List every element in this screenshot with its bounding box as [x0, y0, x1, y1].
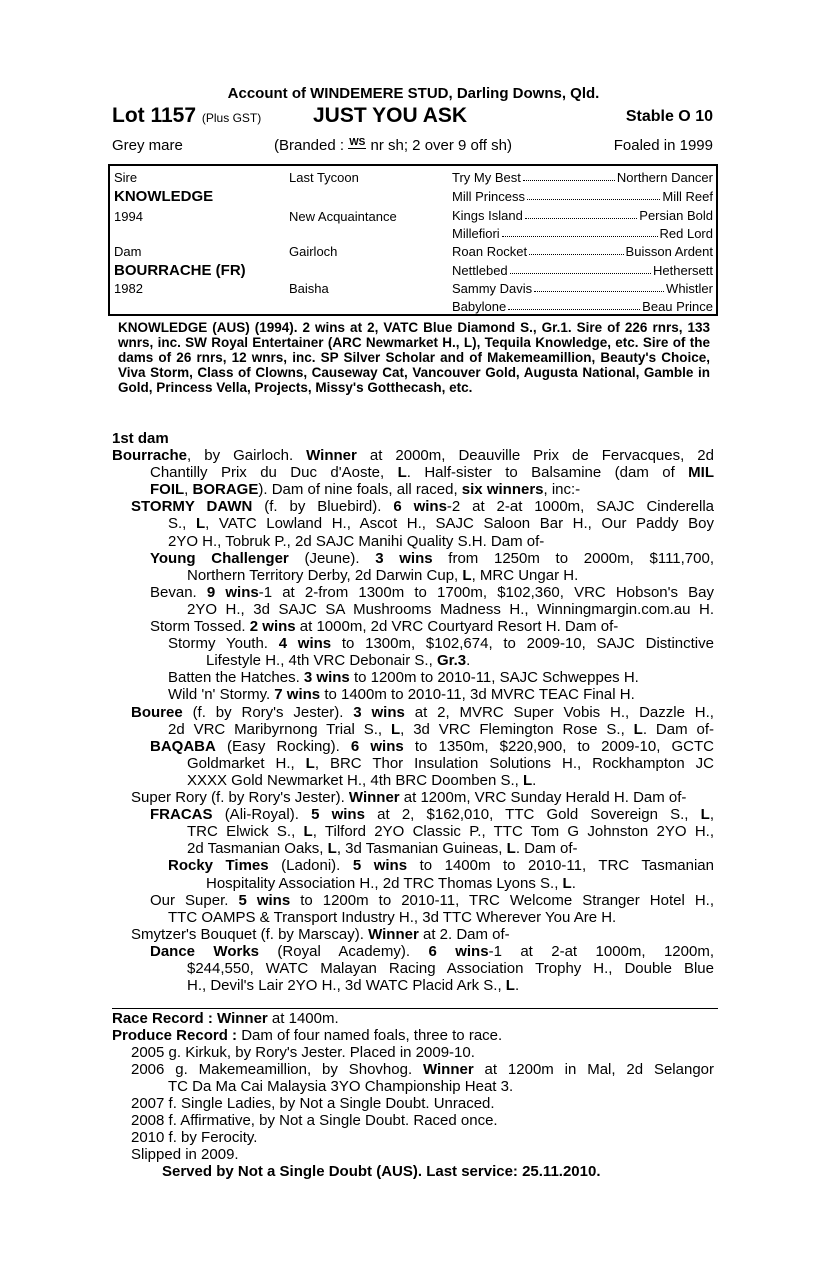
grandparent-row: Nettlebed Hethersett [452, 263, 713, 278]
dam-record-line: Northern Territory Derby, 2d Darwin Cup, L, MRC Ungar H. [187, 566, 579, 584]
horse-description: Grey mare [112, 137, 183, 154]
dam-record-line: FOIL, BORAGE). Dam of nine foals, all raced, six winners, inc:- [150, 481, 581, 499]
dam-record-line: Bevan. 9 wins-1 at 2-from 1300m to 1700m, $102,360, VRC Hobson's Bay [150, 583, 714, 601]
dam-record-line: Hospitality Association H., 2d TRC Thomas Lyons S., L. [206, 874, 576, 892]
race-record: Race Record : Winner at 1400m. [112, 1010, 339, 1027]
dam-record-line: Storm Tossed. 2 wins at 1000m, 2d VRC Courtyard Resort H. Dam of- [150, 618, 619, 635]
dam-record-line: Stormy Youth. 4 wins to 1300m, $102,674, to 2009-10, SAJC Distinctive [168, 635, 714, 653]
dam-record-line: Smytzer's Bouquet (f. by Marscay). Winner at 2. Dam of- [131, 925, 510, 943]
dam-year: 1982 [114, 281, 143, 296]
grandparent-row: Mill Princess Mill Reef [452, 189, 713, 204]
dam-record-line: Wild 'n' Stormy. 7 wins to 1400m to 2010-11, 3d MVRC TEAC Final H. [168, 686, 635, 704]
dam-record-line: Chantilly Prix du Duc d'Aoste, L. Half-sister to Balsamine (dam of MIL [150, 464, 714, 482]
grandparent-row: Try My Best Northern Dancer [452, 170, 713, 185]
sire-name: KNOWLEDGE [114, 188, 214, 205]
lot-number: Lot 1157 (Plus GST) [112, 104, 262, 127]
sire-label: Sire [114, 170, 138, 185]
dam-record-line: Bouree (f. by Rory's Jester). 3 wins at 2, MVRC Super Vobis H., Dazzle H., [131, 703, 714, 721]
sire-sire: Last Tycoon [289, 170, 359, 185]
dam-record-line: FRACAS (Ali-Royal). 5 wins at 2, $162,010, TTC Gold Sovereign S., L, [150, 806, 714, 824]
grandparent-row: Millefiori Red Lord [452, 226, 713, 241]
brand-description: (Branded : WS nr sh; 2 over 9 off sh) [274, 137, 512, 154]
dam-record-line: Batten the Hatches. 3 wins to 1200m to 2010-11, SAJC Schweppes H. [168, 669, 639, 687]
dam-record-line: STORMY DAWN (f. by Bluebird). 6 wins-2 at 2-at 1000m, SAJC Cinderella [131, 498, 715, 516]
horse-name: JUST YOU ASK [313, 104, 468, 127]
grandparent-row: Sammy Davis Whistler [452, 281, 713, 296]
dam-record-line: 2d VRC Maribyrnong Trial S., L, 3d VRC Flemington Rose S., L. Dam of- [168, 720, 714, 738]
produce-item: TC Da Ma Cai Malaysia 3YO Championship Heat 3. [168, 1078, 514, 1095]
brand-mark: WS [349, 137, 366, 148]
produce-item: Slipped in 2009. [131, 1146, 239, 1163]
stable-label: Stable O 10 [625, 108, 713, 125]
dam-record-line: Rocky Times (Ladoni). 5 wins to 1400m to 2010-11, TRC Tasmanian [168, 857, 714, 875]
dam-record-line: H., Devil's Lair 2YO H., 3d WATC Placid Ark S., L. [187, 977, 520, 995]
dam-record-line: Bourrache, by Gairloch. Winner at 2000m, Deauville Prix de Fervacques, 2d [112, 447, 714, 464]
produce-item: 2007 f. Single Ladies, by Not a Single Doubt. Unraced. [131, 1095, 495, 1112]
account-heading: Account of WINDEMERE STUD, Darling Downs, Qld. [227, 85, 600, 102]
dam-record-line: 2d Tasmanian Oaks, L, 3d Tasmanian Guineas, L. Dam of- [187, 840, 578, 858]
grandparent-row: Kings Island Persian Bold [452, 208, 713, 223]
dam-record-line: Dance Works (Royal Academy). 6 wins-1 at 2-at 1000m, 1200m, [150, 942, 714, 960]
sire-summary: KNOWLEDGE (AUS) (1994). 2 wins at 2, VATC Blue Diamond S., Gr.1. Sire of 226 rnrs, 133 wnrs, inc. SW Royal Entertainer (ARC Newmarket H., L), Tequila Knowledge, etc. Sire of the dams of 26 rnrs, 12 wnrs, inc. SP Silver Scholar and of Makemeamillion, Beauty's Choice, Viva Storm, Class of Clowns, Causeway Cat, Vancouver Gold, Augusta National, Gamble in Gold, Princess Vella, Projects, Missy's Gotthecash, etc. [118, 320, 710, 395]
dam-name: BOURRACHE (FR) [114, 262, 246, 279]
dam-record-line: XXXX Gold Newmarket H., 4th BRC Doomben S., L. [187, 771, 537, 789]
dam-record-line: S., L, VATC Lowland H., Ascot H., SAJC Saloon Bar H., Our Paddy Boy [168, 515, 714, 533]
produce-item: 2005 g. Kirkuk, by Rory's Jester. Placed in 2009-10. [131, 1044, 475, 1061]
produce-item: 2008 f. Affirmative, by Not a Single Doubt. Raced once. [131, 1112, 498, 1129]
dam-record-line: $244,550, WATC Malayan Racing Association Trophy H., Double Blue [187, 960, 714, 977]
produce-record: Produce Record : Dam of four named foals, three to race. [112, 1027, 503, 1044]
grandparent-row: Roan Rocket Buisson Ardent [452, 244, 713, 259]
foaled-year: Foaled in 1999 [613, 137, 713, 154]
dam-label: Dam [114, 244, 142, 259]
grandparent-row: Babylone Beau Prince [452, 299, 713, 314]
plus-gst: (Plus GST) [201, 111, 262, 125]
dam-record-line: Super Rory (f. by Rory's Jester). Winner at 1200m, VRC Sunday Herald H. Dam of- [131, 789, 687, 806]
served-note: Served by Not a Single Doubt (AUS). Last service: 25.11.2010. [162, 1163, 601, 1180]
produce-item: 2006 g. Makemeamillion, by Shovhog. Winner at 1200m in Mal, 2d Selangor [131, 1061, 715, 1078]
dam-record-line: 2YO H., Tobruk P., 2d SAJC Manihi Quality S.H. Dam of- [168, 532, 545, 550]
dam-record-line: Young Challenger (Jeune). 3 wins from 1250m to 2000m, $111,700, [150, 549, 714, 567]
sire-year: 1994 [114, 209, 143, 224]
section-divider [112, 1008, 718, 1009]
dam-record-line: Lifestyle H., 4th VRC Debonair S., Gr.3. [206, 652, 471, 670]
pedigree-table [108, 164, 718, 316]
produce-item: 2010 f. by Ferocity. [131, 1129, 258, 1146]
dam-record-line: Goldmarket H., L, BRC Thor Insulation Solutions H., Rockhampton JC [187, 754, 714, 772]
first-dam-heading: 1st dam [112, 430, 169, 447]
sire-dam: New Acquaintance [289, 209, 397, 224]
dam-sire: Gairloch [289, 244, 338, 259]
dam-record-line: 2YO H., 3d SAJC SA Mushrooms Madness H., Winningmargin.com.au H. [187, 600, 714, 618]
dam-record-line: TRC Elwick S., L, Tilford 2YO Classic P., TTC Tom G Johnston 2YO H., [187, 823, 714, 841]
dam-record-line: BAQABA (Easy Rocking). 6 wins to 1350m, $220,900, to 2009-10, GCTC [150, 737, 714, 755]
dam-record-line: Our Super. 5 wins to 1200m to 2010-11, TRC Welcome Stranger Hotel H., [150, 891, 714, 909]
dam-dam: Baisha [289, 281, 329, 296]
dam-record-line: TTC OAMPS & Transport Industry H., 3d TTC Wherever You Are H. [168, 908, 617, 926]
